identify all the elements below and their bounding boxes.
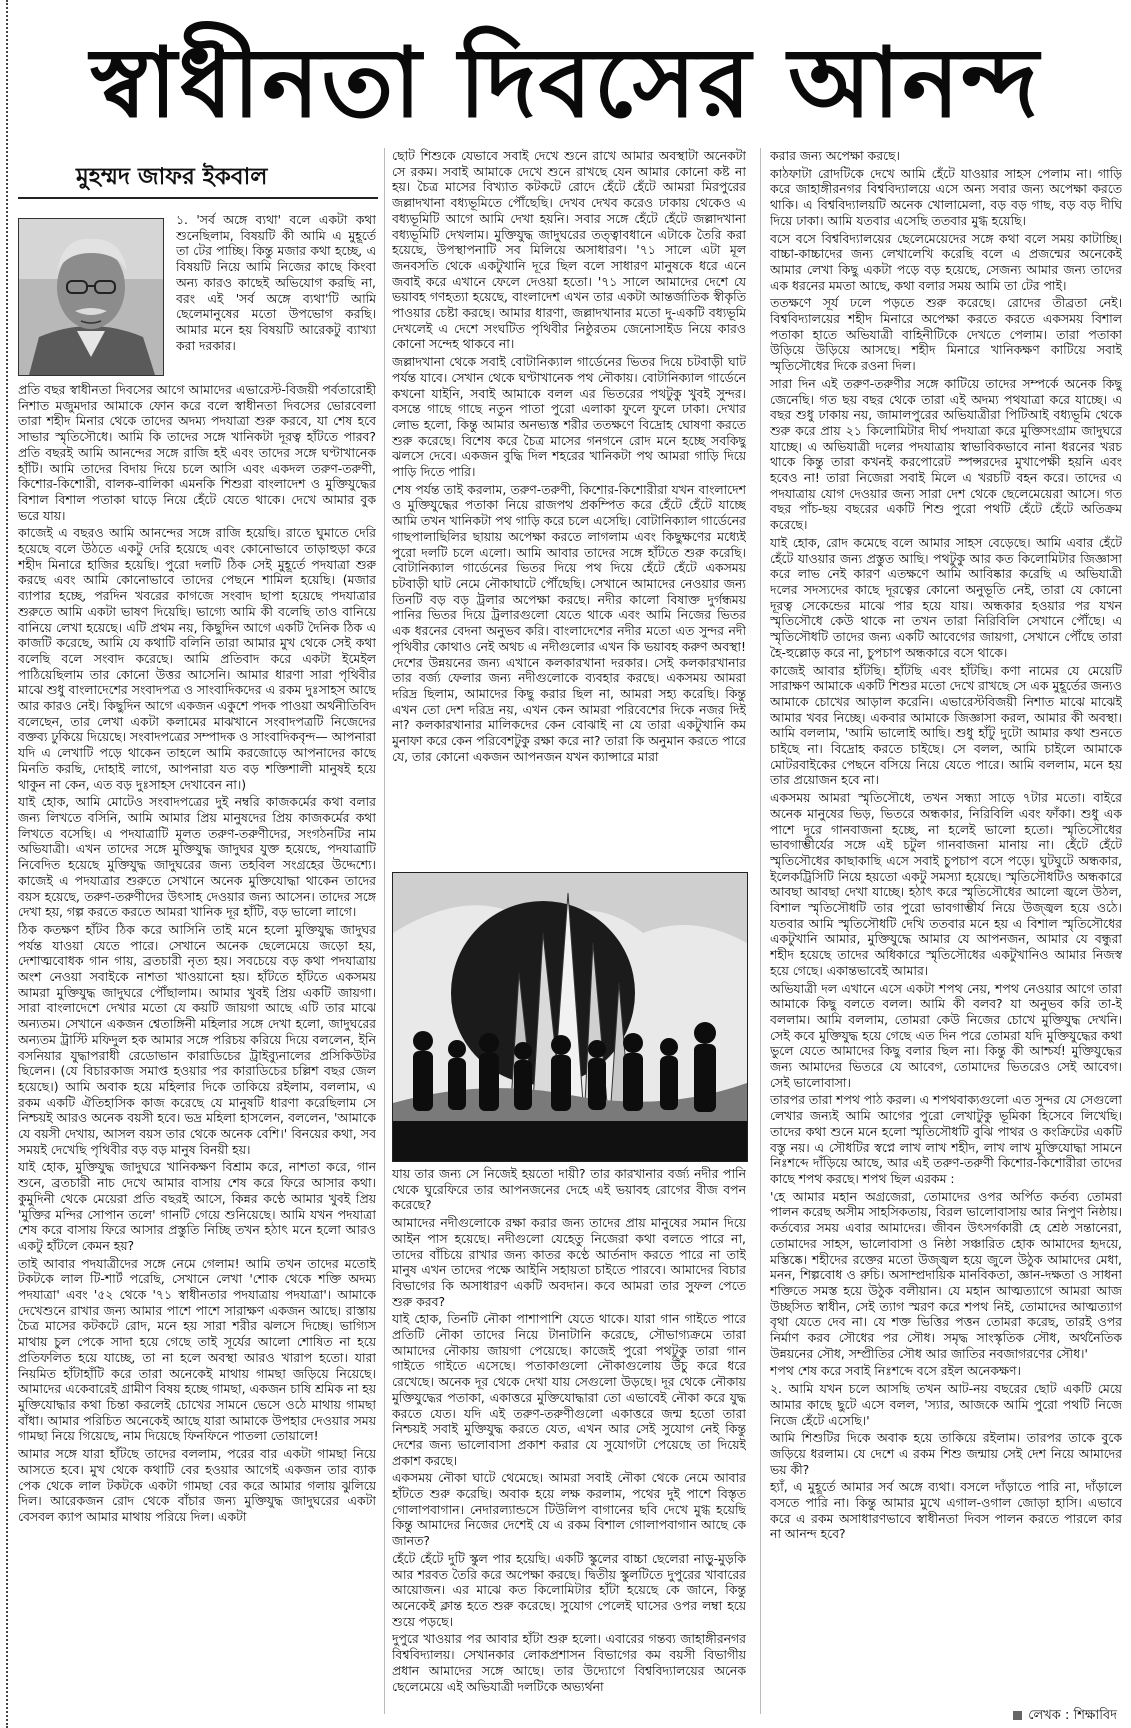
- memorial-silhouette-illustration: [393, 873, 747, 1161]
- memorial-illustration: [392, 872, 748, 1162]
- paragraph: সারা দিন এই তরুণ-তরুণীর সঙ্গে কাটিয়ে তাদের সম্পর্কে অনেক কিছু জেনেছি। গত ছয় বছর থেকে তারা এই অদম্য পথযাত্রা করে যাচ্ছে। এ বছর শুধু ঢাকায় নয়, জামালপুরের অভিযাত্রীরা পিটিআই বধ্যভূমি থেকে শুরু করে প্রায় ২১ কিলোমিটার দীর্ঘ পদযাত্রা করে মুক্তিসংগ্রাম জাদুঘরে যাচ্ছে। এ অভিযাত্রী দলের পদযাত্রায় স্বাভাবিকভাবে নানা ধরনের খরচ থাকে কিন্তু তারা কখনই করপোরেট স্পন্সরদের মুখাপেক্ষী হয়নি এবং হবেও না! তারা নিজেরা সবাই মিলে এ খরচটি বহন করে। তাদের এ পদযাত্রায় যোগ দেওয়ার জন্য সারা দেশ থেকে ছেলেমেয়েরা আসে। গত বছর পাঁচ-ছয় বছরের একটি শিশু পুরো পথটি হেঁটে হেঁটে অতিক্রম করেছে।: [770, 375, 1122, 533]
- paragraph: ঠিক কতক্ষণ হাঁটব ঠিক করে আসিনি তাই মনে হলো মুক্তিযুদ্ধ জাদুঘর পর্যন্ত যাওয়া যেতে পারে। সেখানে অনেক ছেলেমেয়ে জড়ো হয়, দেশাত্মবোধক গান গায়, ব্রতচারী নৃত্য হয়। সবচেয়ে বড় কথা পদযাত্রায় অংশ নেওয়া সবাইকে নাশতা খাওয়ানো হয়। হাঁটতে হাঁটতে একসময় আমরা মুক্তিযুদ্ধ জাদুঘরে পৌঁছালাম। আমার খুবই প্রিয় একটি জায়গা। সারা বাংলাদেশে দেখার মতো যে কয়টি জায়গা আছে এটি তার মাঝে অন্যতম। সেখানে একজন শ্বেতাঙ্গিনী মহিলার সঙ্গে দেখা হলো, জাদুঘরের অন্যতম ট্রাস্টি মফিদুল হক আমার সঙ্গে পরিচয় করিয়ে দিয়ে বললেন, ইনি বসনিয়ার যুদ্ধাপরাধী রেডোভান কারাডিচের ট্রাইব্যুনালের প্রসিকিউটর ছিলেন। (যে বিচারকাজ সমাপ্ত হওয়ার পর কারাডিচের চল্লিশ বছর জেল হয়েছে।) আমি অবাক হয়ে মহিলার দিকে তাকিয়ে রইলাম, বললাম, এ রকম একটি ঐতিহাসিক কাজ করেছে যে মানুষটি ধারণা করেছিলাম সে নিশ্চয়ই আরও অনেক বয়সী হবে। ভদ্র মহিলা হাসলেন, বললেন, 'আমাকে যে বয়সী দেখায়, আসল বয়স তার থেকে অনেক বেশি।' বিনয়ের কথা, সব সময়ই দেখেছি পৃথিবীর বড় বড় মানুষ বিনয়ী হয়।: [18, 921, 376, 1157]
- paragraph: অভিযাত্রী দল এখানে এসে একটা শপথ নেয়, শপথ নেওয়ার আগে তারা আমাকে কিছু বলতে বলল। আমি কী বলব? যা অনুভব করি তা-ই বললাম। আমি বললাম, তোমরা কেউ নিজের চোখে মুক্তিযুদ্ধ দেখনি। সেই কবে মুক্তিযুদ্ধ হয়ে গেছে এত দিন পরে তোমরা যদি মুক্তিযুদ্ধের কথা ভুলে যেতে আমাদের কিছু বলার ছিল না। কিন্তু কী আশ্চর্য! মুক্তিযুদ্ধের জন্য আমাদের ভিতরে যে আবেগ, তোমাদের ভিতরেও সেই আবেগ। সেই ভালোবাসা।: [770, 980, 1122, 1090]
- byline: মুহম্মদ জাফর ইকবাল: [76, 164, 268, 190]
- paragraph: যাই হোক, রোদ কমেছে বলে আমার সাহস বেড়েছে। আমি এবার হেঁটে হেঁটে যাওয়ার জন্য প্রস্তুত আছি। পথটুকু আর কত কিলোমিটার জিজ্ঞাসা করে লাভ নেই কারণ এতক্ষণে আমি আবিষ্কার করেছি এ অভিযাত্রী দলের সদস্যদের কাছে দূরত্বের কোনো অনুভূতি নেই, তারা যে কোনো দূরত্ব সেকেন্ডের মাঝে পার হয়ে যায়। অন্ধকার হওয়ার পর যখন স্মৃতিসৌধে কেউ থাকে না তখন তারা নিরিবিলি সেখানে পৌঁছে। এ স্মৃতিসৌধটি তাদের জন্য একটি আবেগের জায়গা, সেখানে পৌঁছে তারা হৈ-হুল্লোড় করে না, চুপচাপ অন্ধকারে বসে থাকে।: [770, 534, 1122, 660]
- credit-square-icon: [1013, 1711, 1022, 1720]
- article-column-3: [770, 148, 1122, 1708]
- paragraph: একসময় আমরা স্মৃতিসৌধে, তখন সন্ধ্যা সাড়ে ৭টার মতো। বাইরে অনেক মানুষের ভিড়, ভিতরে অন্ধকার, নিরিবিলি এবং ফাঁকা। শুধু এক পাশে দূরে গানবাজনা হচ্ছে, না হলেই ভালো হতো। স্মৃতিসৌধের ভাবগাম্ভীর্যের সঙ্গে এই চটুল গানবাজনা মানায় না। হেঁটে হেঁটে স্মৃতিসৌধের কাছাকাছি এসে সবাই চুপচাপ বসে পড়ে। ঘুটঘুটে অন্ধকার, ইলেকট্রিসিটি নিয়ে হয়তো একটু সমস্যা হয়েছে। স্মৃতিসৌধটিও অন্ধকারে আবছা আবছা দেখা যাচ্ছে। হঠাৎ করে স্মৃতিসৌধের আলো জ্বলে উঠল, বিশাল স্মৃতিসৌধটি তার পুরো ভাবগাম্ভীর্য নিয়ে উজ্জ্বল হয়ে ওঠে। যতবার আমি স্মৃতিসৌধটি দেখি ততবার মনে হয় এ বিশাল স্মৃতিসৌধের একটুখানি আমার, মুক্তিযুদ্ধে আমার যে আপনজন, আমার যে বন্ধুরা শহীদ হয়েছে তাদের অধিকারে স্মৃতিসৌধের একটুখানিও আমার নিজস্ব হয়ে গেছে। একান্তভাবেই আমার।: [770, 790, 1122, 978]
- left-margin-rule: [6, 0, 8, 1728]
- paragraph: যাই হোক, আমি মোটেও সংবাদপত্রের দুই নম্বরি কাজকর্মের কথা বলার জন্য লিখতে বসিনি, আমি আমার প্রিয় মানুষদের প্রিয় কাজকর্মের কথা লিখতে বসেছি। এ পদযাত্রাটি মূলত তরুণ-তরুণীদের, সংগঠনটির নাম অভিযাত্রী। এখন তাদের সঙ্গে মুক্তিযুদ্ধ জাদুঘর যুক্ত হয়েছে, পদযাত্রাটি নিবেদিত হয়েছে মুক্তিযুদ্ধ জাদুঘরের জন্য তহবিল সংগ্রহের উদ্দেশ্যে। কাজেই এ পদযাত্রার শুরুতে সেখানে অনেক মুক্তিযোদ্ধা থাকেন তাদের বয়স হয়েছে, তরুণ-তরুণীদের উৎসাহ দেওয়ার জন্য আসেন। তাদের সঙ্গে দেখা হয়, গল্প করতে করতে আমরা খানিক দূর হাঁটি, বড় ভালো লাগে।: [18, 794, 376, 920]
- paragraph: শপথ শেষ করে সবাই নিঃশব্দে বসে রইল অনেকক্ষণ।: [770, 1363, 1021, 1379]
- author-credit: [1013, 1708, 1117, 1724]
- paragraph: কাজেই আবার হাঁটছি। হাঁটছি এবং হাঁটছি। কণা নামের যে মেয়েটি সারাক্ষণ আমাকে একটি শিশুর মতো দেখে রাখছে সে এক মুহূর্তের জন্যও আমাকে চোখের আড়াল করেনি। এভারেস্টবিজয়ী নিশাত মাঝে মাঝেই আমার খবর নিচ্ছে। একবার আমাকে জিজ্ঞাসা করল, আমার কী অবস্থা। আমি বললাম, 'আমি ভালোই আছি। শুধু হাঁটু দুটো আমার কথা শুনতে চাইছে না। বিদ্রোহ করতে চাইছে। সে বলল, আমি চাইলে আমাকে মোটরবাইকের পেছনে বসিয়ে নিয়ে যেতে পারে। আমি বললাম, মনে হয় তার প্রয়োজন হবে না।: [770, 662, 1122, 788]
- article-column-2-bottom: [392, 1166, 746, 1716]
- paragraph: আমি শিশুটির দিকে অবাক হয়ে তাকিয়ে রইলাম। তারপর তাকে বুকে জড়িয়ে ধরলাম। যে দেশে এ রকম শিশু জন্মায় সেই দেশ নিয়ে আমাদের ভয় কী?: [770, 1430, 1122, 1477]
- paragraph: তারপর তারা শপথ পাঠ করল। এ শপথবাক্যগুলো এত সুন্দর যে সেগুলো লেখার জন্যই আমি আগের পুরো লেখাটুকু ভূমিকা হিসেবে লিখেছি। তাদের কথা শুনে মনে হলো স্মৃতিসৌধটি বুঝি পাথর ও কংক্রিটের একটি বস্তু নয়। এ সৌধটির স্বপ্নে লাখ লাখ শহীদ, লাখ লাখ মুক্তিযোদ্ধা সামনে নিঃশব্দে দাঁড়িয়ে আছে, আর এই তরুণ-তরুণী কিশোর-কিশোরীরা তাদের কাছে শপথ করছে। শপথ ছিল এরকম :: [770, 1092, 1122, 1186]
- paragraph: প্রতি বছর স্বাধীনতা দিবসের আগে আমাদের এভারেস্ট-বিজয়ী পর্বতারোহী নিশাত মজুমদার আমাকে ফোন করে বলে স্বাধীনতা দিবসের ভোরবেলা তারা শহীদ মিনার থেকে তাদের অদম্য পদযাত্রা শুরু করবে, যা শেষ হবে সাভার স্মৃতিসৌধে। আমি কি তাদের সঙ্গে খানিকটা দূরত্ব হাঁটতে পারব? প্রতি বছরই আমি আনন্দের সঙ্গে রাজি হই এবং তাদের সঙ্গে ঘণ্টাখানেক হাঁটি। আমি তাদের বিদায় দিয়ে চলে আসি এবং একদল তরুণ-তরুণী, কিশোর-কিশোরী, বালক-বালিকা এমনকি শিশুরা বাংলাদেশ ও মুক্তিযুদ্ধের বিশাল বিশাল পতাকা ঘাড়ে নিয়ে হেঁটে যেতে থাকে। দেখে আমার বুক ভরে যায়।: [18, 382, 376, 523]
- article-column-1: [18, 382, 376, 1717]
- paragraph: হ্যাঁ, এ মুহূর্তে আমার সর্ব অঙ্গে ব্যথা। বসলে দাঁড়াতে পারি না, দাঁড়ালে বসতে পারি না। কিন্তু আমার মুখে এগাল-ওগাল জোড়া হাসি। এভাবে করে এ রকম অসাধারণভাবে স্বাধীনতা দিবস পালন করতে পারলে কার না আনন্দ হবে?: [770, 1479, 1122, 1542]
- paragraph: দুপুরে খাওয়ার পর আবার হাঁটা শুরু হলো। এবারের গন্তব্য জাহাঙ্গীরনগর বিশ্ববিদ্যালয়। সেখানকার লোকপ্রশাসন বিভাগের কম বয়সী বিভাগীয় প্রধান আমাদের সঙ্গে আছে। তার উদ্যোগে বিশ্ববিদ্যালয়ের অনেক ছেলেমেয়ে এই অভিযাত্রী দলটিকে অভ্যর্থনা: [392, 1631, 746, 1694]
- credit-text: লেখক : শিক্ষাবিদ: [1028, 1708, 1117, 1723]
- column-divider: [384, 148, 385, 1714]
- article-column-1-top: [176, 212, 376, 380]
- paragraph: শেষ পর্যন্ত তাই করলাম, তরুণ-তরুণী, কিশোর-কিশোরীরা যখন বাংলাদেশ ও মুক্তিযুদ্ধের পতাকা নিয়ে রাজপথ প্রকম্পিত করে হেঁটে হেঁটে যাচ্ছে আমি তখন খানিকটা পথ গাড়ি করে চলে এসেছি। বোটানিক্যাল গার্ডেনের গাছপালাছিলির ছায়ায় অপেক্ষা করতে লাগলাম এবং কিছুক্ষণের মধ্যেই পুরো দলটি চলে এলো। আমি আবার তাদের সঙ্গে হাঁটতে শুরু করেছি। বোটানিক্যাল গার্ডেনের ভিতর দিয়ে পথ দিয়ে হেঁটে হেঁটে একসময় চটবাড়ী ঘাট নেমে নৌকাঘাটে পৌঁছেছি। সেখানে আমাদের নেওয়ার জন্য তিনটি বড় বড় ট্রলার অপেক্ষা করছে। নদীর কালো বিষাক্ত দুর্গন্ধময় পানির ভিতর দিয়ে ট্রলারগুলো যেতে থাকে এবং আমি নিজের ভিতর এক ধরনের বেদনা অনুভব করি। বাংলাদেশের নদীর মতো এত সুন্দর নদী পৃথিবীর কোথাও নেই অথচ এ নদীগুলোর এখন কি ভয়াবহ করুণ অবস্থা! দেশের উন্নয়নের জন্য এখানে কলকারখানা দরকার। সেই কলকারখানার তার বর্জ্য ফেলার জন্য নদীগুলোকে ব্যবহার করছে। একসময় আমরা দরিদ্র ছিলাম, আমাদের কিছু করার ছিল না, আমরা সহ্য করেছি। কিন্তু এখন তো দেশ দরিদ্র নয়, এখন কেন আমরা পরিবেশের দিকে নজর দিই না? কলকারখানার মালিকদের কেন বোঝাই না যে তারা একটুখানি কম মুনাফা করে কেন পরিবেশটুকু রক্ষা করে না? তারা কি অনুমান করতে পারে যে, তার কোনো একজন আপনজন যখন ক্যান্সারে মারা: [392, 481, 746, 764]
- paragraph: হেঁটে হেঁটে দুটি স্কুল পার হয়েছি। একটি স্কুলের বাচ্চা ছেলেরা নাড়ু-মুড়কি আর শরবত তৈরি করে অপেক্ষা করছে। দ্বিতীয় স্কুলটিতে দুপুরের খাবারের আয়োজন। এর মাঝে কত কিলোমিটার হাঁটা হয়েছে কে জানে, কিন্তু অনেকেই ক্লান্ত হতে শুরু করেছে। সুযোগ পেলেই ঘাসের ওপর লম্বা হয়ে শুয়ে পড়ছে।: [392, 1550, 746, 1629]
- paragraph: ১. 'সর্ব অঙ্গে ব্যথা' বলে একটা কথা শুনেছিলাম, বিষয়টি কী আমি এ মুহূর্তে তা টের পাচ্ছি। কিন্তু মজার কথা হচ্ছে, এ বিষয়টি নিয়ে আমি নিজের কাছে কিংবা অন্য কারও কাছেই অভিযোগ করছি না, বরং এই 'সর্ব অঙ্গে ব্যথা'টি আমি ছেলেমানুষের মতো উপভোগ করছি। আমার মনে হয় বিষয়টি আরেকটু ব্যাখ্যা করা দরকার।: [176, 212, 376, 353]
- article-column-2-top: [392, 148, 746, 866]
- paragraph: বসে বসে বিশ্ববিদ্যালয়ের ছেলেমেয়েদের সঙ্গে কথা বলে সময় কাটাচ্ছি। বাচ্চা-কাচ্চাদের জন্য লেখালেখি করেছি বলে এ প্রজন্মের অনেকেই আমার লেখা কিছু একটা পড়ে বড় হয়েছে, সেজন্য আমার জন্য তাদের এক ধরনের মমতা আছে, কথা বলার সময় আমি তা টের পাই।: [770, 230, 1122, 293]
- paragraph: ২. আমি যখন চলে আসছি তখন আট-নয় বছরের ছোট একটি মেয়ে আমার কাছে ছুটে এসে বলল, 'স্যার, আজকে আমি পুরো পথটি নিজে নিজে হেঁটে এসেছি।': [770, 1381, 1122, 1428]
- paragraph: জল্লাদখানা থেকে সবাই বোটানিক্যাল গার্ডেনের ভিতর দিয়ে চটবাড়ী ঘাট পর্যন্ত যাবে। সেখান থেকে ঘণ্টাখানেক পথ নৌকায়। বোটানিক্যাল গার্ডেনে কখনো যাইনি, সবাই আমাকে বলল এর ভিতরের পথটুকু খুবই সুন্দর। বসন্তে গাছে গাছে নতুন পাতা পুরো এলাকা ফুলে ফুলে ঢাকা। দেখার লোভ হলো, কিন্তু আমার অনভ্যস্ত শরীর ততক্ষণে বিদ্রোহ ঘোষণা করতে শুরু করেছে। বিশেষ করে চৈত্র মাসের গনগনে রোদ মনে হচ্ছে সবকিছু ঝলসে দেবে। একজন বুদ্ধি দিল শহরের খানিকটা পথ আমরা গাড়ি দিয়ে পাড়ি দিতে পারি।: [392, 354, 746, 480]
- paragraph: ততক্ষণে সূর্য ঢলে পড়তে শুরু করেছে। রোদের তীব্রতা নেই। বিশ্ববিদ্যালয়ের শহীদ মিনারে অপেক্ষা করতে করতে একসময় বিশাল পতাকা হাতে অভিযাত্রী বাহিনীটিকে দেখতে পেলাম। তারা পতাকা উড়িয়ে উড়িয়ে আসছে। শহীদ মিনারে খানিকক্ষণ কাটিয়ে সবাই স্মৃতিসৌধের দিকে রওনা দিল।: [770, 295, 1122, 374]
- paragraph: কাঠফাটা রোদটিকে দেখে আমি হেঁটে যাওয়ার সাহস পেলাম না। গাড়ি করে জাহাঙ্গীরনগর বিশ্ববিদ্যালয়ে এসে অন্য সবার জন্য অপেক্ষা করতে থাকি। এ বিশ্ববিদ্যালয়টি অনেক খোলামেলা, বড় বড় গাছ, বড় বড় দীঘি দিয়ে ঢাকা। আমি যতবার এসেছি ততবার মুগ্ধ হয়েছি।: [770, 165, 1122, 228]
- paragraph: আমাদের নদীগুলোকে রক্ষা করার জন্য তাদের প্রায় মানুষের সমান দিয়ে আইন পাস হয়েছে। নদীগুলো যেহেতু নিজেরা কথা বলতে পারে না, তাদের বাঁচিয়ে রাখার জন্য কাতর কণ্ঠে আর্তনাদ করতে পারে না তাই মানুষ এখন তাদের পক্ষে আইনি সহায়তা চাইতে পারবে। আমাদের বিচার বিভাগের কি অসাধারণ একটি অবদান। কবে আমরা তার সুফল পেতে শুরু করব?: [392, 1215, 746, 1309]
- paragraph: যাই হোক, তিনটি নৌকা পাশাপাশি যেতে থাকে। যারা গান গাইতে পারে প্রতিটি নৌকা তাদের নিয়ে টানাটানি করেছে, সৌভাগ্যক্রমে তারা আমাদের নৌকায় জায়গা পেয়েছে। কাজেই পুরো পথটুকু তারা গান গাইতে গাইতে এসেছে। পতাকাগুলো নৌকাগুলোয় উঁচু করে ধরে রেখেছে। অনেক দূর থেকে দেখা যায় সেগুলো উড়ছে। দূর থেকে নৌকায় মুক্তিযুদ্ধের পতাকা, একাত্তরে মুক্তিযোদ্ধারা তো এভাবেই নৌকা করে যুদ্ধ করতে যেত। যদি এই তরুণ-তরুণীগুলো একাত্তরে জন্ম হতো তারা নিশ্চয়ই সবাই মুক্তিযুদ্ধ করতে যেত, এখন আর সেই সুযোগ নেই কিন্তু দেশের জন্য ভালোবাসা প্রকাশ করার যে সুযোগটা পেয়েছে তা দিয়েই প্রকাশ করছে।: [392, 1311, 746, 1468]
- paragraph: যায় তার জন্য সে নিজেই হয়তো দায়ী? তার কারখানার বর্জ্য নদীর পানি থেকে ঘুরেফিরে তার আপনজনের দেহে এই ভয়াবহ রোগের বীজ বপন করেছে?: [392, 1166, 746, 1213]
- paragraph: আমার সঙ্গে যারা হাঁটছে তাদের বললাম, পরের বার একটা গামছা নিয়ে আসতে হবে। মুখ থেকে কথাটি বের হওয়ার আগেই একজন তার ব্যাক পেক থেকে লাল টকটকে একটা গামছা বের করে আমার গলায় ঝুলিয়ে দিল। আরেকজন রোদ থেকে বাঁচার জন্য মুক্তিযুদ্ধ জাদুঘরের একটা বেসবল ক্যাপ আমার মাথায় পরিয়ে দিল। একটা: [18, 1446, 376, 1524]
- paragraph: যাই হোক, মুক্তিযুদ্ধ জাদুঘরে খানিকক্ষণ বিশ্রাম করে, নাশতা করে, গান শুনে, ব্রতচারী নাচ দেখে আমার বাসায় শেষ করে ফিরে আসার কথা। কুমুদিনী থেকে মেয়েরা প্রতি বছরই আসে, কিন্নর কণ্ঠে আমার খুবই প্রিয় 'মুক্তির মন্দির সোপান তলে' গানটি গেয়ে শুনিয়েছে। আমি যখন পদযাত্রা শেষ করে বাসায় ফিরে আসার প্রস্তুতি নিচ্ছি তখন হঠাৎ মনে হলো আরও একটু হাঁটলে কেমন হয়?: [18, 1159, 376, 1253]
- headline: স্বাধীনতা দিবসের আনন্দ: [90, 26, 1041, 139]
- byline-rule: [18, 197, 378, 199]
- author-portrait: [18, 218, 164, 376]
- paragraph: ছোট শিশুকে যেভাবে সবাই দেখে শুনে রাখে আমার অবস্থাটা অনেকটা সে রকম। সবাই আমাকে দেখে শুনে রাখছে যেন আমার কোনো কষ্ট না হয়। চৈত্র মাসের বিখ্যাত কটকটে রোদে হেঁটে হেঁটে আমরা মিরপুরের জল্লাদখানা বধ্যভূমিতে পৌঁছেছি। দেখব দেখব করেও ঢাকায় থেকেও এ বধ্যভূমিটি আগে আমি দেখা হয়নি। সবার সঙ্গে হেঁটে হেঁটে জল্লাদখানা বধ্যভূমিটি দেখলাম। মুক্তিযুদ্ধ জাদুঘরের তত্ত্বাবধানে এটাকে তৈরি করা হয়েছে, উপস্থাপনাটি সব মিলিয়ে অসাধারণ। '৭১ সালে এটা মূল জনবসতি থেকে একটুখানি দূরে ছিল বলে সাধারণ মানুষকে ধরে এনে জবাই করে এখানে ফেলে দেওয়া হতো। '৭১ সালে আমাদের দেশে যে ভয়াবহ গণহত্যা হয়েছে, বাংলাদেশ এখন তার একটা আন্তর্জাতিক স্বীকৃতি পাওয়ার চেষ্টা করছে। আমার ধারণা, জল্লাদখানার মতো দু-একটি বধ্যভূমি দেখলেই এ দেশে সংঘটিত পৃথিবীর নিষ্ঠুরতম জেনোসাইড নিয়ে কারও কোনো সন্দেহ থাকবে না।: [392, 148, 746, 352]
- paragraph: কাজেই এ বছরও আমি আনন্দের সঙ্গে রাজি হয়েছি। রাতে ঘুমাতে দেরি হয়েছে বলে উঠতে একটু দেরি হয়েছে এবং কোনোভাবে তাড়াহুড়া করে শহীদ মিনারে হাজির হয়েছি। পুরো দলটি ঠিক সেই মুহূর্তে পদযাত্রা শুরু করছে এবং আমি কোনোভাবে তাদের পেছনে শামিল হয়েছি। (মজার ব্যাপার হচ্ছে, পরদিন খবরের কাগজে সংবাদ ছাপা হয়েছে পদযাত্রার শুরুতে আমি একটা ভাষণ দিয়েছি। ভাগ্যে আমি কী বলেছি তাও বানিয়ে বানিয়ে লেখা হয়েছে। এটি প্রথম নয়, কিছুদিন আগে একটি দৈনিক ঠিক এ কাজটি করেছে, আমি যে কথাটি বলিনি তারা আমার মুখ থেকে সেই কথা বলেছি বলে সংবাদ করেছে। আমি প্রতিবাদ করে একটা ইমেইল পাঠিয়েছিলাম তার কোনো উত্তর আসেনি। আমার ধারণা সারা পৃথিবীর মাঝে শুধু বাংলাদেশের সংবাদপত্র ও সাংবাদিকদের এ রকম দুঃসাহস আছে আর কারও নেই। কিছুদিন আগে একজন একুশে পদক পাওয়া অর্থনীতিবিদ বলেছেন, তার লেখা একটা কলামের মাঝখানে সংবাদপত্রটি নিজেদের বক্তব্য ঢুকিয়ে দিয়েছে। সংবাদপত্রের সম্পাদক ও সাংবাদিকবৃন্দ— আপনারা যদি এ লেখাটি পড়ে থাকেন তাহলে আমি করজোড়ে আপনাদের কাছে মিনতি করছি, দোহাই লাগে, আপনারা যত বড় শক্তিশালী মানুষই হয়ে থাকুন না কেন, এত বড় দুঃসাহস দেখাবেন না।): [18, 525, 376, 792]
- column-divider: [760, 148, 761, 1714]
- paragraph: করার জন্য অপেক্ষা করছে।: [770, 148, 900, 163]
- paragraph: একসময় নৌকা ঘাটে থেমেছে। আমরা সবাই নৌকা থেকে নেমে আবার হাঁটতে শুরু করেছি। অবাক হয়ে লক্ষ করলাম, পথের দুই পাশে বিস্তৃত গোলাপবাগান। নেদারল্যান্ডসে টিউলিপ বাগানের ছবি দেখে মুগ্ধ হয়েছি কিন্তু আমাদের নিজের দেশেই যে এ রকম বিশাল গোলাপবাগান আছে কে জানত?: [392, 1470, 746, 1549]
- paragraph: 'হে আমার মহান অগ্রজেরা, তোমাদের ওপর অর্পিত কর্তব্য তোমরা পালন করেছ অসীম সাহসিকতায়, বিরল ভালোবাসায় আর নিপুণ নিষ্ঠায়। কর্তব্যের সময় এবার আমাদের। জীবন উৎসর্গকারী হে শ্রেষ্ঠ সন্তানেরা, তোমাদের সাহস, ভালোবাসা ও নিষ্ঠা সঞ্চারিত হোক আমাদের হৃদয়ে, মস্তিষ্কে। শহীদের রক্তের মতো উজ্জ্বল হয়ে জুলে উঠুক আমাদের মেধা, মনন, শিল্পবোধ ও রুচি। অসাম্প্রদায়িক মানবিকতা, জ্ঞান-দক্ষতা ও সাধনা শক্তিতে সমস্ত হয়ে উঠুক বলীয়ান। যে মহান আত্মত্যাগে আমরা আজ উচ্ছসিত স্বাধীন, সেই ত্যাগ স্মরণ করে শপথ নিই, তোমাদের আত্মত্যাগ বৃথা যেতে দেব না। যে শক্ত ভিত্তির পত্তন তোমরা করেছ, তারই ওপর নির্মাণ করব সৌধের পর সৌধ। সমৃদ্ধ সাংস্কৃতিক সৌধ, অর্থনৈতিক উন্নয়নের সৌধ, সম্প্রীতির সৌধ আর জাতির নবজাগরণের সৌধ।': [770, 1188, 1122, 1361]
- author-portrait-drawing: [19, 219, 163, 375]
- paragraph: তাই আবার পদযাত্রীদের সঙ্গে নেমে গেলাম! আমি তখন তাদের মতোই টকটকে লাল টি-শার্ট পরেছি, সেখানে লেখা 'শোক থেকে শক্তি অদম্য পদযাত্রা' এবং '৫২ থেকে '৭১ স্বাধীনতার পদযাত্রায় পদযাত্রা'। আমাকে দেখেশুনে রাখার জন্য আমার পাশে পাশে সারাক্ষণ একজন আছে। রাস্তায় চৈত্র মাসের কটকটে রোদ, মনে হয় সারা শরীর ঝলসে দিচ্ছে। ভাগ্যিস মাথায় চুল পেকে সাদা হয়ে গেছে তাই সূর্যের আলো শোষিত না হয়ে প্রতিফলিত হয়ে যাচ্ছে, তা না হলে অবস্থা আরও খারাপ হতো। যারা নিয়মিত হাঁটাহাঁটি করে তারা অনেকেই মাথায় গামছা জড়িয়ে নিয়েছে। আমাদের একেবারেই গ্রামীণ বিষয় হচ্ছে গামছা, একজন চাষি শ্রমিক না হয় মুক্তিযোদ্ধার কথা চিন্তা করলেই চোখের সামনে ভেসে ওঠে মাথায় গামছা বাঁধা। আমার পরিচিত অনেকেই আছে যারা আমাকে উপহার দেওয়ার সময় গামছা নিয়ে গিয়েছে, নাম দিয়েছে ফিনফিনে পাতলা তোয়ালে!: [18, 1255, 376, 1444]
